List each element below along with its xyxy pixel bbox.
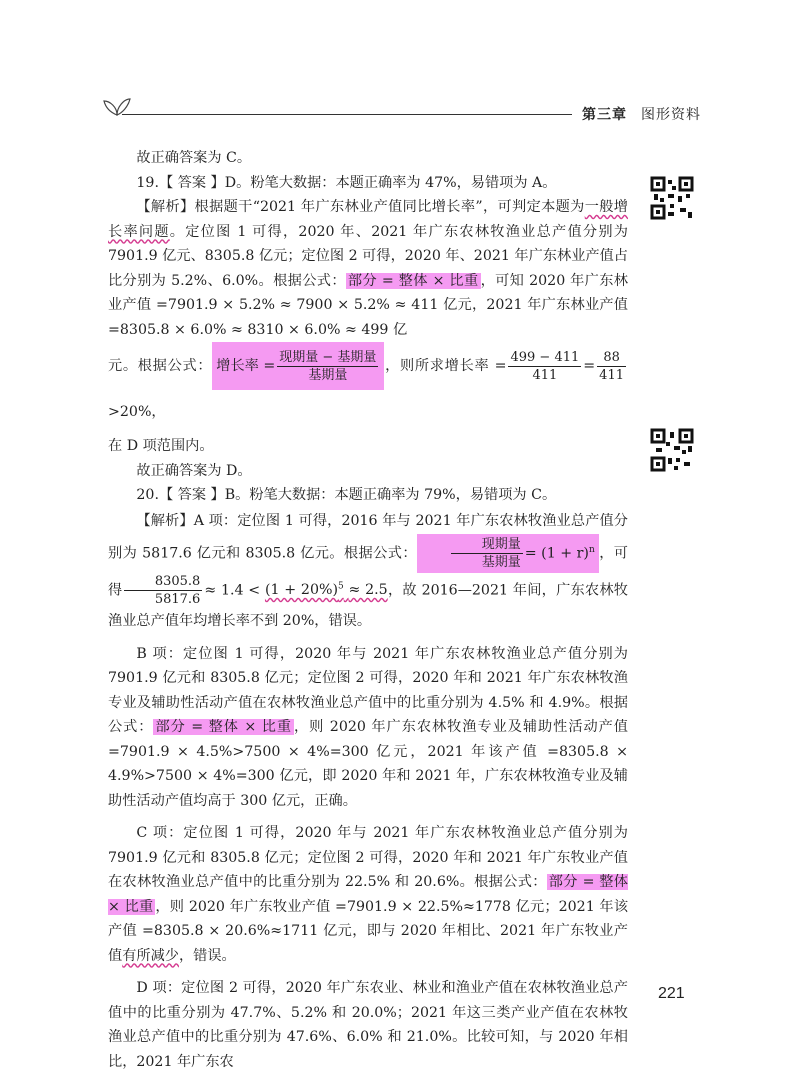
formula-lhs: 增长率 = [216,358,276,374]
text-run: ，则 2020 年广东牧业产值 =7901.9 × 22.5%≈1778 亿元；2021 年该产值 =8305.8 × 20.6%≈1711 亿元，即与 2020 年相比、2021 年广东牧业产值 [108,898,629,964]
wavy-underline-text: 一般增长率问题 [108,199,628,240]
q20-number: 20. [136,487,159,503]
page-number: 221 [658,985,685,1002]
fraction [451,536,522,571]
q20-analysis-a [108,508,628,634]
text-run: ≈ 2.5 [348,582,388,598]
text-run: ，则 2020 年广东农林牧渔专业及辅助性活动产值 =7901.9 × 4.5%>7500 × 4%=300 亿元，2021 年该产值 =8305.8 × 4.9%>7500 × 4%=300 亿元，即 2020 年和 2021 年，广东农林牧渔专业及辅助性活动产值均高于 300 亿元，正确。 [108,719,628,809]
chapter-number: 第三章 [582,107,627,123]
text-run: ，则所求增长率 = [384,358,507,374]
text-run: >20%， [108,404,166,420]
q20-analysis-d: D 项：定位图 2 可得，2020 年广东农业、林业和渔业产值在农林牧渔业总产值中的比重分别为 47.7%、5.2% 和 20.0%；2021 年这三类产业产值在农林牧渔业总产值中的比重分别为 47.6%、6.0% 和 21.0%。比较可知，与 2020 年相比，2021 年广东农 [108,980,628,1070]
analysis-tag: 【解析】 [136,512,194,529]
highlighted-formula: 部分 = 整体 × 比重 [108,874,628,915]
q19-growth-formula-line [108,342,628,434]
answer-tag: 【 答案 】 [158,174,225,191]
highlighted-compound-formula [417,534,599,573]
text-run: (1 + 20%) [264,582,338,598]
text-run: ，故 2016—2021 年间，广东农林牧渔业总产值年均增长率不到 20%，错误。 [108,582,628,629]
text-run: ，可知 2020 年广东林业产值 =7901.9 × 5.2% ≈ 7900 × 5.2% ≈ 411 亿元，2021 年广东林业产值 =8305.8 × 6.0% ≈ 8310 × 6.0% ≈ 499 亿 [108,272,628,338]
q19-analysis [108,195,628,342]
q20-answer [108,483,628,508]
q19-answer-text: D。粉笔大数据：本题正确率为 47%，易错项为 A。 [224,174,557,191]
chapter-header [582,104,701,124]
fraction-denominator: 基期量 [481,554,521,570]
formula-rhs: = (1 + r) [524,545,589,561]
chapter-title: 图形资料 [641,107,701,123]
highlighted-formula: 部分 = 整体 × 比重 [155,719,293,735]
q20-analysis-c [108,821,628,968]
fraction [277,349,378,384]
analysis-tag: 【解析】 [136,199,195,215]
equals-sign: = [583,358,596,374]
fraction-numerator: 88 [597,349,626,367]
wavy-underline-text [265,582,388,598]
exponent: 5 [338,581,344,592]
q20-analysis-b [108,642,628,814]
qr-code-icon[interactable] [650,428,694,472]
text-run: C 项：定位图 1 可得，2020 年与 2021 年广东农林牧渔业总产值分别为 7901.9 亿元和 8305.8 亿元；定位图 2 可得，2020 年和 2021 年广东牧业产值在农林牧渔业总产值中的比重分别为 22.5% 和 20.6%。根据公式： [108,825,628,890]
text-run: A 项：定位图 1 可得，2016 年与 2021 年广东农林牧渔业总产值分别为 5817.6 亿元和 8305.8 亿元。根据公式： [108,512,628,561]
text-run: ，可得 [108,545,628,598]
fraction-denominator: 5817.6 [154,591,201,607]
q19-answer [108,171,628,196]
paragraph: 故正确答案为 C。 [136,150,252,166]
page-content [108,146,628,1074]
text-run: 。定位图 1 可得，2020 年、2021 年广东农林牧渔业总产值分别为 7901.9 亿元、8305.8 亿元；定位图 2 可得，2020 年、2021 年广东林业产值占比分别为 5.2%、6.0%。根据公式： [108,223,628,289]
fraction-numerator: 499 − 411 [510,349,580,365]
highlighted-growth-formula [212,342,384,390]
fraction [124,573,202,608]
exponent: n [588,544,595,555]
fraction-denominator: 411 [532,367,558,383]
qr-code-icon[interactable] [650,176,694,220]
text-run: B 项：定位图 1 可得，2020 年与 2021 年广东农林牧渔业总产值分别为 7901.9 亿元和 8305.8 亿元；定位图 2 可得，2020 年和 2021 年广东农林牧渔专业及辅助性活动产值在农林牧渔业总产值中的比重分别为 4.5% 和 4.9%。根据公式： [108,645,628,735]
text-run: 元。根据公式： [108,358,213,374]
wavy-underline-text: 有所减少 [122,947,179,964]
answer-tag: 【 答案 】 [158,487,225,503]
fraction-numerator: 现期量 − 基期量 [279,349,377,365]
paragraph: 在 D 项范围内。 [108,438,214,454]
paragraph: 故正确答案为 D。 [136,462,252,479]
fraction-numerator: 8305.8 [124,573,202,591]
q19-number: 19. [136,174,159,191]
fraction-denominator: 411 [599,367,624,383]
text-run: ，错误。 [178,947,236,964]
fraction [597,349,626,384]
highlighted-formula: 部分 = 整体 × 比重 [347,272,479,289]
text-run: ≈ 1.4 < [204,582,261,598]
header-rule [122,114,572,115]
fraction [508,349,581,384]
q20-answer-text: B。粉笔大数据：本题正确率为 79%，易错项为 C。 [224,487,557,503]
text-run: 根据题干“2021 年广东林业产值同比增长率”，可判定本题为 [194,199,585,215]
fraction-numerator: 现期量 [451,536,522,554]
fraction-denominator: 基期量 [308,367,348,383]
